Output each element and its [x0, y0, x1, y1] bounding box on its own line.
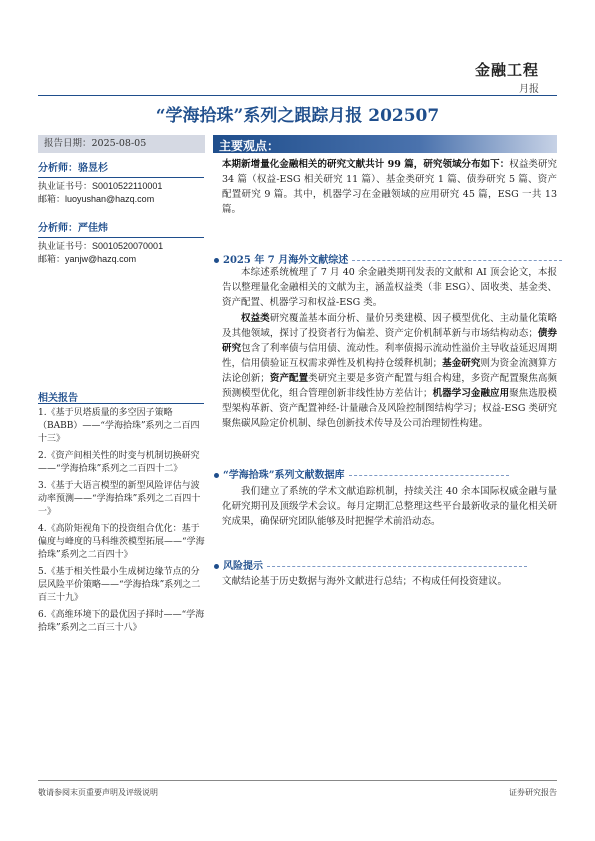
related-report-item[interactable]: 5.《基于相关性最小生成树边缘节点的分层风险平价策略——“学海拾珠”系列之二百三十九》	[38, 567, 201, 603]
footer-label: 证券研究报告	[509, 788, 557, 797]
text: 聚焦选股模型架构革新、资产配置神经-计量融合及风险控制图结构学习；权益-ESG 类研究聚焦碳风险定价机制、绿色创新技术传导及公司治理韧性构建。	[222, 388, 557, 429]
report-date: 报告日期：2025-08-05	[38, 135, 205, 153]
section-title: 2025 年 7 月海外文献综述	[223, 255, 349, 266]
analyst-block-1	[38, 162, 208, 206]
analyst-divider	[38, 237, 204, 238]
report-type: 月报	[519, 84, 539, 95]
analyst-email[interactable]: 邮箱：yanjw@hazq.com	[38, 254, 137, 264]
section-title: “学海拾珠”系列文献数据库	[223, 470, 345, 481]
analyst-block-2	[38, 222, 208, 266]
analyst-name: 分析师：严佳炜	[38, 223, 108, 234]
section-body-risk	[222, 574, 557, 589]
summary-lead: 本期新增量化金融相关的研究文献共计 99 篇，研究领域分布如下：	[222, 159, 510, 170]
section-divider	[352, 260, 562, 261]
section-header-risk	[214, 557, 527, 572]
section-header-database	[214, 466, 509, 481]
text: 类研究主要是多资产配置与组合构建，多资产配置聚焦高频预测模型优化，组合管理创新非线性协方差估计；	[222, 373, 557, 399]
related-divider	[38, 403, 204, 404]
paragraph	[222, 311, 557, 431]
section-body-database	[222, 484, 557, 529]
text: 包含了利率债与信用债、流动性。利率债揭示流动性溢价主导收益延迟周期性，信用债验证互权需求弹性及机构持仓缓释机制；	[222, 343, 557, 369]
page-title: “学海拾珠”系列之跟踪月报 202507	[155, 106, 440, 126]
keyword: 债券研究	[222, 328, 557, 354]
related-reports-list	[38, 407, 208, 639]
text: 则为资金流测算方法论创新；	[222, 358, 557, 384]
analyst-cert: 执业证书号：S0010522110001	[38, 181, 163, 191]
paragraph: 本综述系统梳理了 7 月 40 余金融类期刊发表的文献和 AI 顶会论文，本报告以整理量化金融相关的文献为主，涵盖权益类（非 ESG）、固收类、基金类、资产配置、机器学习和权益-ESG 类。	[222, 267, 557, 308]
related-report-item[interactable]: 6.《高维环境下的最优因子择时——“学海拾珠”系列之二百三十八》	[38, 610, 205, 633]
brand-name: 金融工程	[474, 61, 539, 79]
footer-disclaimer[interactable]: 敬请参阅末页重要声明及评级说明	[38, 788, 158, 797]
bullet-icon	[214, 564, 219, 569]
keyword: 机器学习金融应用	[432, 388, 510, 399]
section-divider	[267, 566, 527, 567]
analyst-name: 分析师：骆昱杉	[38, 163, 108, 174]
analyst-email[interactable]: 邮箱：luoyushan@hazq.com	[38, 194, 155, 204]
related-report-item[interactable]: 3.《基于大语言模型的新型风险评估与波动率预测——“学海拾珠”系列之二百四十一》	[38, 481, 201, 517]
keyword: 资产配置	[269, 373, 309, 384]
header-divider	[38, 95, 557, 96]
keyword: 权益类	[241, 313, 270, 324]
section-title: 风险提示	[223, 561, 263, 572]
section-divider	[349, 475, 509, 476]
related-report-item[interactable]: 4.《高阶矩视角下的投资组合优化：基于偏度与峰度的马科维茨模型拓展——“学海拾珠”系列之二百四十》	[38, 524, 205, 560]
section-body-overseas-review	[222, 265, 557, 431]
keyword: 基金研究	[442, 358, 481, 369]
main-points-heading: 主要观点：	[219, 139, 280, 153]
main-points-bar	[213, 135, 557, 153]
related-report-item[interactable]: 2.《资产间相关性的时变与机制切换研究——“学海拾珠”系列之二百四十二》	[38, 451, 200, 474]
paragraph: 我们建立了系统的学术文献追踪机制，持续关注 40 余本国际权威金融与量化研究期刊及顶级学术会议。每月定期汇总整理这些平台最新收录的量化相关研究成果，确保研究团队能够及时把握学术前沿动态。	[222, 486, 557, 527]
related-report-item[interactable]: 1.《基于贝塔质量的多空因子策略（BABB）——“学海拾珠”系列之二百四十三》	[38, 408, 200, 444]
bullet-icon	[214, 473, 219, 478]
section-header-overseas-review	[214, 251, 562, 266]
analyst-divider	[38, 177, 204, 178]
summary-text: 权益类研究 34 篇（权益-ESG 相关研究 11 篇）、基金类研究 1 篇、债券研究 5 篇、资产配置研究 9 篇。其中，机器学习在金融领域的应用研究 45 篇，ESG 一共 13 篇。	[222, 159, 557, 215]
text: 研究覆盖基本面分析、量价另类建模、因子模型优化、主动量化策略及其他领域，探讨了投资者行为偏差、资产定价机制革新与市场结构动态；	[222, 313, 557, 339]
analyst-cert: 执业证书号：S0010520070001	[38, 241, 164, 251]
footer-divider	[38, 780, 557, 781]
bullet-icon	[214, 258, 219, 263]
related-reports-title: 相关报告	[38, 393, 78, 404]
paragraph: 文献结论基于历史数据与海外文献进行总结；不构成任何投资建议。	[222, 576, 508, 587]
summary-paragraph	[222, 157, 557, 217]
